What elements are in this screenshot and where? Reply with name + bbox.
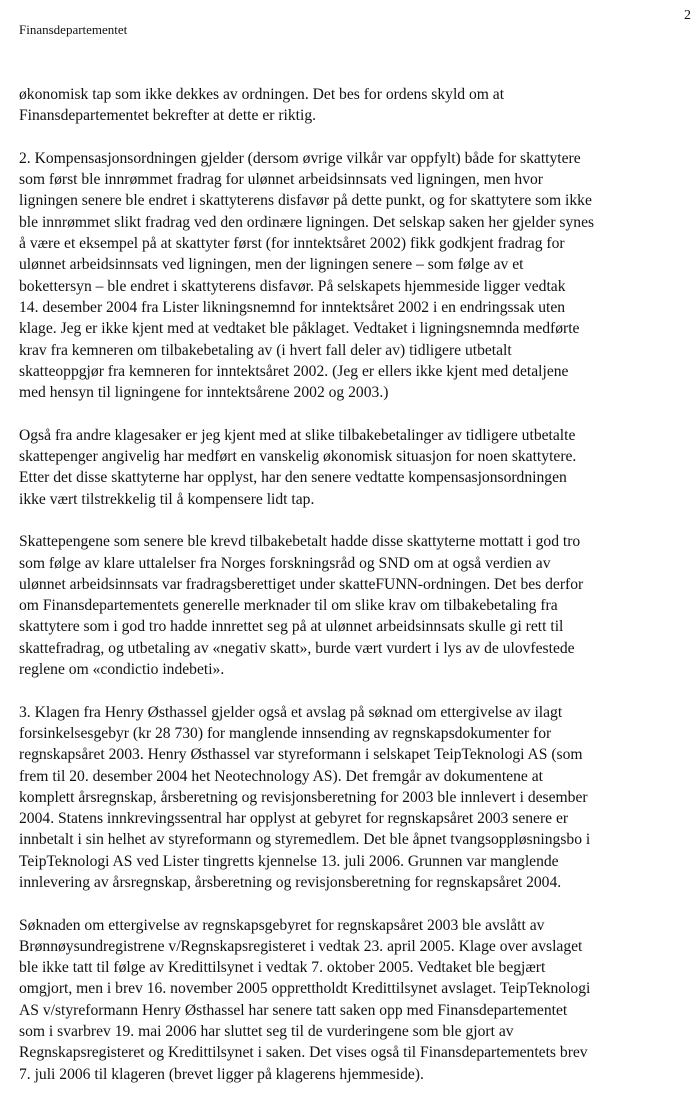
paragraph xyxy=(19,531,699,680)
text-line: Skattepengene som senere ble krevd tilbakebetalt hadde disse skattyterne mottatt i god tro xyxy=(19,533,581,551)
text-line: skattepenger angivelig har medført en vanskelig økonomisk situasjon for noen skattytere. xyxy=(19,448,577,466)
text-line: Brønnøysundregistrene v/Regnskapsregisteret i vedtak 23. april 2005. Klage over avslaget xyxy=(19,937,583,955)
text-line: skatteoppgjør fra kemneren for inntektsåret 2002. (Jeg er ellers ikke kjent med detaljene xyxy=(19,362,569,380)
text-line: frem til 20. desember 2004 het Neotechnology AS). Det fremgår av dokumentene at xyxy=(19,767,543,785)
text-line: Også fra andre klagesaker er jeg kjent med at slike tilbakebetalinger av tidligere utbetalte xyxy=(19,426,576,444)
text-line: krav fra kemneren om tilbakebetaling av (i hvert fall deler av) tidligere utbetalt xyxy=(19,341,512,359)
text-line: Søknaden om ettergivelse av regnskapsgebyret for regnskapsåret 2003 ble avslått av xyxy=(19,916,545,934)
text-line: komplett årsregnskap, årsberetning og revisjonsberetning for 2003 ble innlevert i desember xyxy=(19,788,588,806)
text-line: ulønnet arbeidsinnsats var fradragsberettiget under skatteFUNN-ordningen. Det bes derfor xyxy=(19,575,584,593)
text-line: omgjort, men i brev 16. november 2005 opprettholdt Kredittilsynet avslaget. TeipTeknologi xyxy=(19,980,591,998)
text-line: med hensyn til ligningene for inntektsårene 2002 og 2003.) xyxy=(19,384,389,402)
text-line: som følge av klare uttalelser fra Norges forskningsråd og SND om at også verdien av xyxy=(19,554,551,572)
paragraph xyxy=(19,915,699,1085)
text-line: økonomisk tap som ikke dekkes av ordningen. Det bes for ordens skyld om at xyxy=(19,86,505,103)
text-line: å være et eksempel på at skattyter først (for inntektsåret 2002) fikk godkjent fradrag for xyxy=(19,235,565,253)
text-line: Regnskapsregisteret og Kredittilsynet i saken. Det vises også til Finansdepartementets brev xyxy=(19,1044,588,1062)
paragraph xyxy=(19,84,699,127)
text-line: skattefradrag, og utbetaling av «negativ skatt», burde vært vurdert i lys av de ulovfestede xyxy=(19,639,575,657)
text-line: ble innrømmet slikt fradrag ved den ordinære ligningen. Det selskap saken her gjelder synes xyxy=(19,213,595,231)
text-line: forsinkelsesgebyr (kr 28 730) for manglende innsending av regnskapsdokumenter for xyxy=(19,724,552,742)
text-line: bokettersyn – ble endret i skattyterens disfavør. På selskapets hjemmeside ligger vedtak xyxy=(19,277,566,295)
text-line: ligningen senere ble endret i skattyterens disfavør på dette punkt, og for skattytere som ikke xyxy=(19,192,592,210)
text-line: 2. Kompensasjonsordningen gjelder (dersom øvrige vilkår var oppfylt) både for skattytere xyxy=(19,149,581,167)
text-line: som først ble innrømmet fradrag for ulønnet arbeidsinnsats ved ligningen, men hvor xyxy=(19,171,544,189)
text-line: 3. Klagen fra Henry Østhassel gjelder også et avslag på søknad om ettergivelse av ilagt xyxy=(19,703,563,721)
text-line: Finansdepartementet bekrefter at dette er riktig. xyxy=(19,107,317,125)
paragraph xyxy=(19,702,699,894)
text-line: innlevering av årsregnskap, årsberetning og revisjonsberetning for regnskapsåret 2004. xyxy=(19,873,562,891)
text-line: ble ikke tatt til følge av Kredittilsynet i vedtak 7. oktober 2005. Vedtaket ble begjært xyxy=(19,959,546,977)
text-line: 14. desember 2004 fra Lister likningsnemnd for inntektsåret 2002 i en endringssak uten xyxy=(19,298,566,316)
text-line: 7. juli 2006 til klageren (brevet ligger på klagerens hjemmeside). xyxy=(19,1065,424,1083)
text-line: AS v/styreformann Henry Østhassel har senere tatt saken opp med Finansdepartementet xyxy=(19,1001,568,1019)
text-line: om Finansdepartementets generelle merknader til om slike krav om tilbakebetaling fra xyxy=(19,597,558,615)
text-line: skattytere som i god tro hadde innrettet seg på at ulønnet arbeidsinnsats skulle gi rett til xyxy=(19,618,564,636)
text-line: 2004. Statens innkrevingssentral har opplyst at gebyret for regnskapsåret 2003 senere er xyxy=(19,810,569,828)
text-line: TeipTeknologi AS ved Lister tingretts kjennelse 13. juli 2006. Grunnen var manglende xyxy=(19,852,559,870)
text-line: som i svarbrev 19. mai 2006 har sluttet seg til de vurderingene som ble gjort av xyxy=(19,1023,514,1041)
text-line: ikke vært tilstrekkelig til å kompensere lidt tap. xyxy=(19,490,315,508)
document-body xyxy=(19,84,699,1106)
paragraph xyxy=(19,425,699,510)
text-line: klage. Jeg er ikke kjent med at vedtaket ble påklaget. Vedtaket i ligningsnemnda medførte xyxy=(19,320,580,338)
text-line: regnskapsåret 2003. Henry Østhassel var styreformann i selskapet TeipTeknologi AS (som xyxy=(19,746,583,764)
page-number: 2 xyxy=(684,8,691,23)
page-header-title: Finansdepartementet xyxy=(19,22,128,37)
paragraph xyxy=(19,148,699,404)
text-line: ulønnet arbeidsinnsats ved ligningen, men der ligningen senere – som følge av et xyxy=(19,256,524,274)
text-line: Etter det disse skattyterne har opplyst, har den senere vedtatte kompensasjonsordningen xyxy=(19,469,567,487)
text-line: innbetalt i sin helhet av styreformann og styremedlem. Det ble åpnet tvangsoppløsningsbo i xyxy=(19,831,591,849)
text-line: reglene om «condictio indebeti». xyxy=(19,661,225,679)
